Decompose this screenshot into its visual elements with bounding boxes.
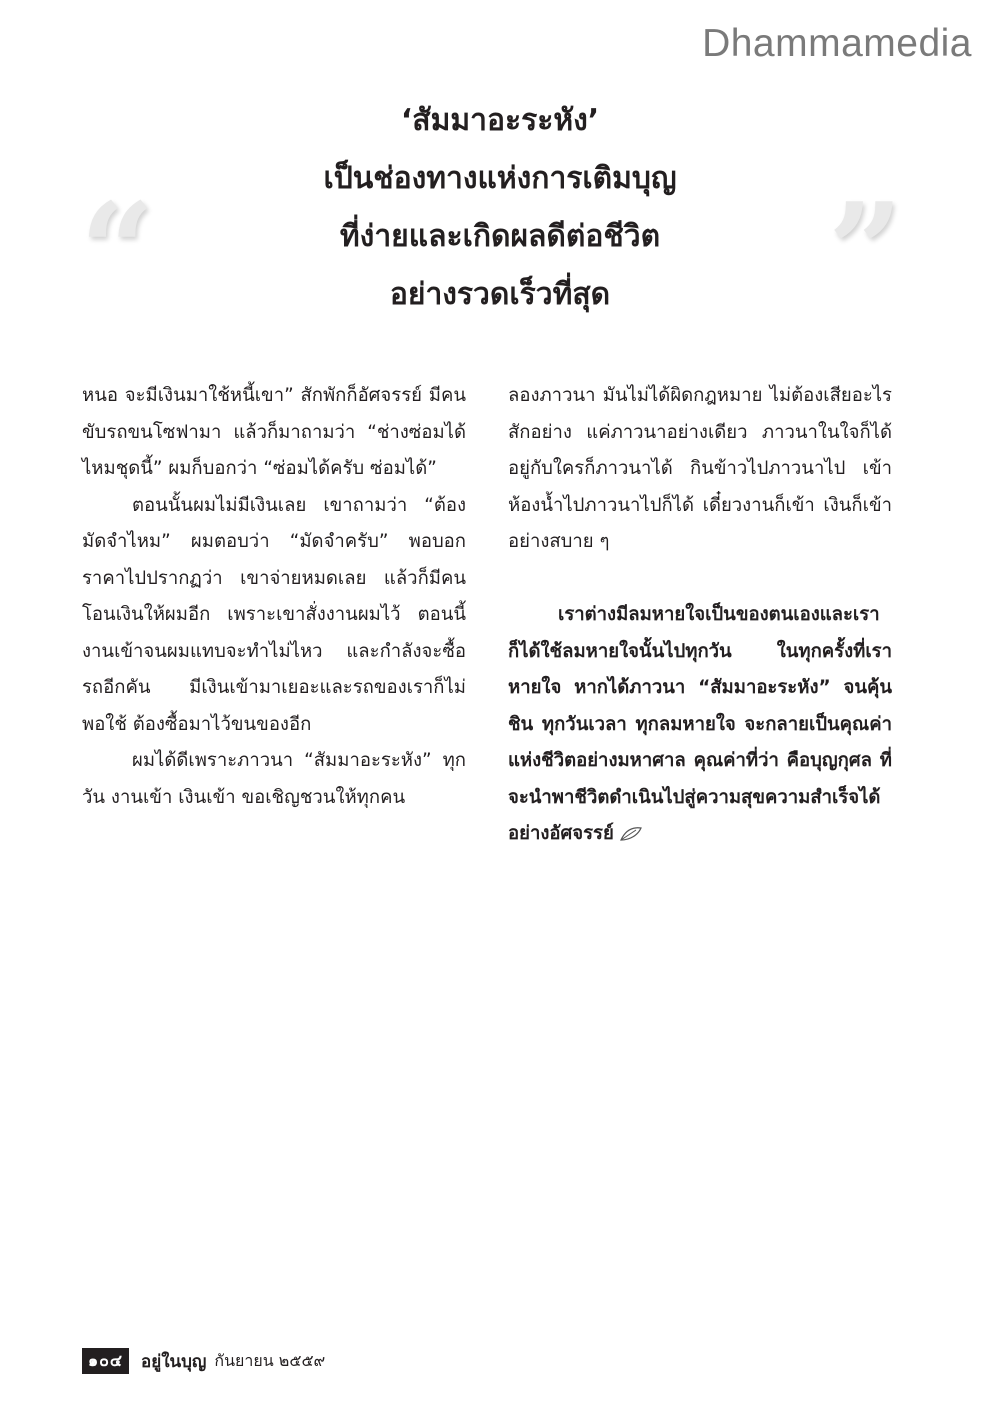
brand-name: Dhammamedia: [702, 22, 972, 65]
page-footer: [82, 1348, 325, 1374]
pull-quote-line: ‘สัมมาอะระหัง’: [400, 103, 600, 138]
body-paragraph: หนอ จะมีเงินมาใช้หนี้เขา” สักพักก็อัศจรรย์ มีคนขับรถขนโซฟามา แล้วก็มาถามว่า “ช่างซ่อมได้ไหมชุดนี้” ผมก็บอกว่า “ซ่อมได้ครับ ซ่อมได้”: [82, 385, 466, 479]
body-paragraph: ผมได้ดีเพราะภาวนา “สัมมาอะระหัง” ทุกวัน งานเข้า เงินเข้า ขอเชิญชวนให้ทุกคน: [82, 750, 466, 808]
magazine-title: อยู่ในบุญ: [141, 1351, 207, 1372]
leaf-icon: [620, 827, 642, 841]
pull-quote-line: อย่างรวดเร็วที่สุด: [389, 277, 611, 312]
left-column: [82, 378, 466, 816]
body-paragraph: ตอนนั้นผมไม่มีเงินเลย เขาถามว่า “ต้องมัดจำไหม” ผมตอบว่า “มัดจำครับ” พอบอกราคาไปปรากฏว่า เขาจ่ายหมดเลย แล้วก็มีคนโอนเงินให้ผมอีก เพราะเขาสั่งงานผมไว้ ตอนนี้งานเข้าจนผมแทบจะทำไม่ไหว และกำลังจะซื้อรถอีกคัน มีเงินเข้ามาเยอะและรถของเราก็ไม่พอใช้ ต้องซื้อมาไว้ขนของอีก: [82, 494, 466, 735]
body-paragraph: ลองภาวนา มันไม่ได้ผิดกฎหมาย ไม่ต้องเสียอะไรสักอย่าง แค่ภาวนาอย่างเดียว ภาวนาในใจก็ได้ อยู่กับใครก็ภาวนาได้ กินข้าวไปภาวนาไป เข้าห้องน้ำไปภาวนาไปก็ได้ เดี๋ยวงานก็เข้า เงินก็เข้าอย่างสบาย ๆ: [508, 385, 892, 552]
open-quote-mark: “: [80, 174, 155, 327]
closing-paragraph: [508, 597, 892, 853]
pull-quote-line: เป็นช่องทางแห่งการเติมบุญ: [323, 161, 677, 196]
closing-text: เราต่างมีลมหายใจเป็นของตนเองและเราก็ได้ใช้ลมหายใจนั้นไปทุกวัน ในทุกครั้งที่เราหายใจ หากได้ภาวนา “สัมมาอะระหัง” จนคุ้นชิน ทุกวันเวลา ทุกลมหายใจ จะกลายเป็นคุณค่าแห่งชีวิตอย่างมหาศาล คุณค่าที่ว่า คือบุญกุศล ที่จะนำพาชีวิตดำเนินไปสู่ความสุขความสำเร็จได้อย่างอัศจรรย์: [508, 604, 892, 844]
pull-quote-line: ที่ง่ายและเกิดผลดีต่อชีวิต: [339, 219, 661, 254]
close-quote-mark: ”: [828, 174, 903, 327]
issue-date: กันยายน ๒๕๕๙: [214, 1350, 326, 1370]
page-number: ๑๐๔: [82, 1348, 129, 1374]
right-column: [508, 378, 892, 853]
pull-quote: [0, 92, 1000, 327]
